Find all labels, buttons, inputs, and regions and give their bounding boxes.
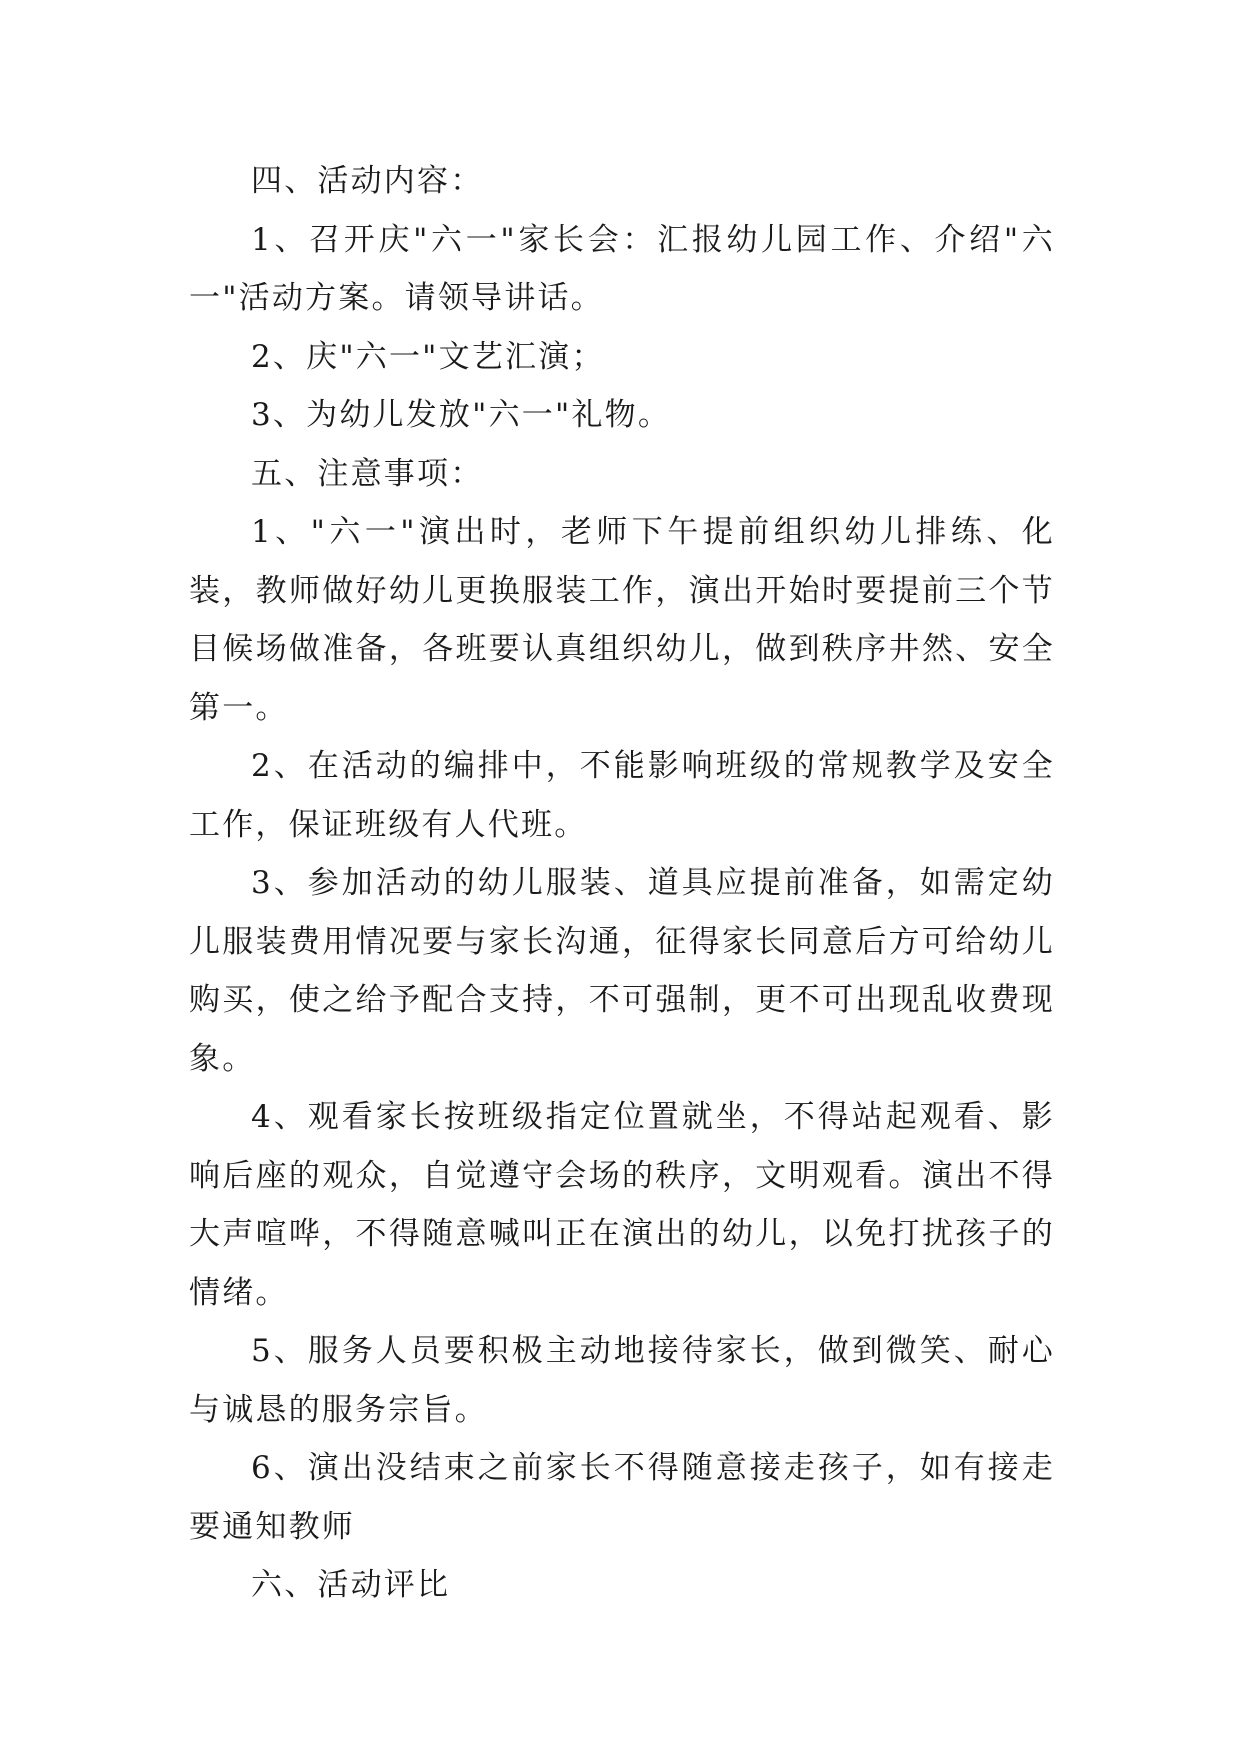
section-5-item-3: 3、参加活动的幼儿服装、道具应提前准备，如需定幼儿服装费用情况要与家长沟通，征得家长同意后方可给幼儿购买，使之给予配合支持，不可强制，更不可出现乱收费现象。 xyxy=(189,865,1055,1077)
section-4-item-2: 2、庆"六一"文艺汇演； xyxy=(251,338,605,375)
section-4-item-1: 1、召开庆"六一"家长会：汇报幼儿园工作、介绍"六一"活动方案。请领导讲话。 xyxy=(189,221,1055,316)
section-5-item-4: 4、观看家长按班级指定位置就坐，不得站起观看、影响后座的观众，自觉遵守会场的秩序，文明观看。演出不得大声喧哗，不得随意喊叫正在演出的幼儿，以免打扰孩子的情绪。 xyxy=(189,1099,1055,1311)
section-4-heading: 四、活动内容： xyxy=(251,163,484,199)
section-5-item-1: 1、"六一"演出时，老师下午提前组织幼儿排练、化装，教师做好幼儿更换服装工作，演出开始时要提前三个节目候场做准备，各班要认真组织幼儿，做到秩序井然、安全第一。 xyxy=(189,514,1055,726)
section-5-item-2: 2、在活动的编排中，不能影响班级的常规教学及安全工作，保证班级有人代班。 xyxy=(189,748,1055,843)
section-5-heading: 五、注意事项： xyxy=(251,455,484,492)
section-6-heading: 六、活动评比 xyxy=(251,1567,451,1603)
document-page xyxy=(189,152,1055,1615)
section-5-item-5: 5、服务人员要积极主动地接待家长，做到微笑、耐心与诚恳的服务宗旨。 xyxy=(189,1333,1055,1428)
section-5-item-6: 6、演出没结束之前家长不得随意接走孩子，如有接走要通知教师 xyxy=(189,1450,1055,1545)
section-4-item-3: 3、为幼儿发放"六一"礼物。 xyxy=(251,397,672,433)
